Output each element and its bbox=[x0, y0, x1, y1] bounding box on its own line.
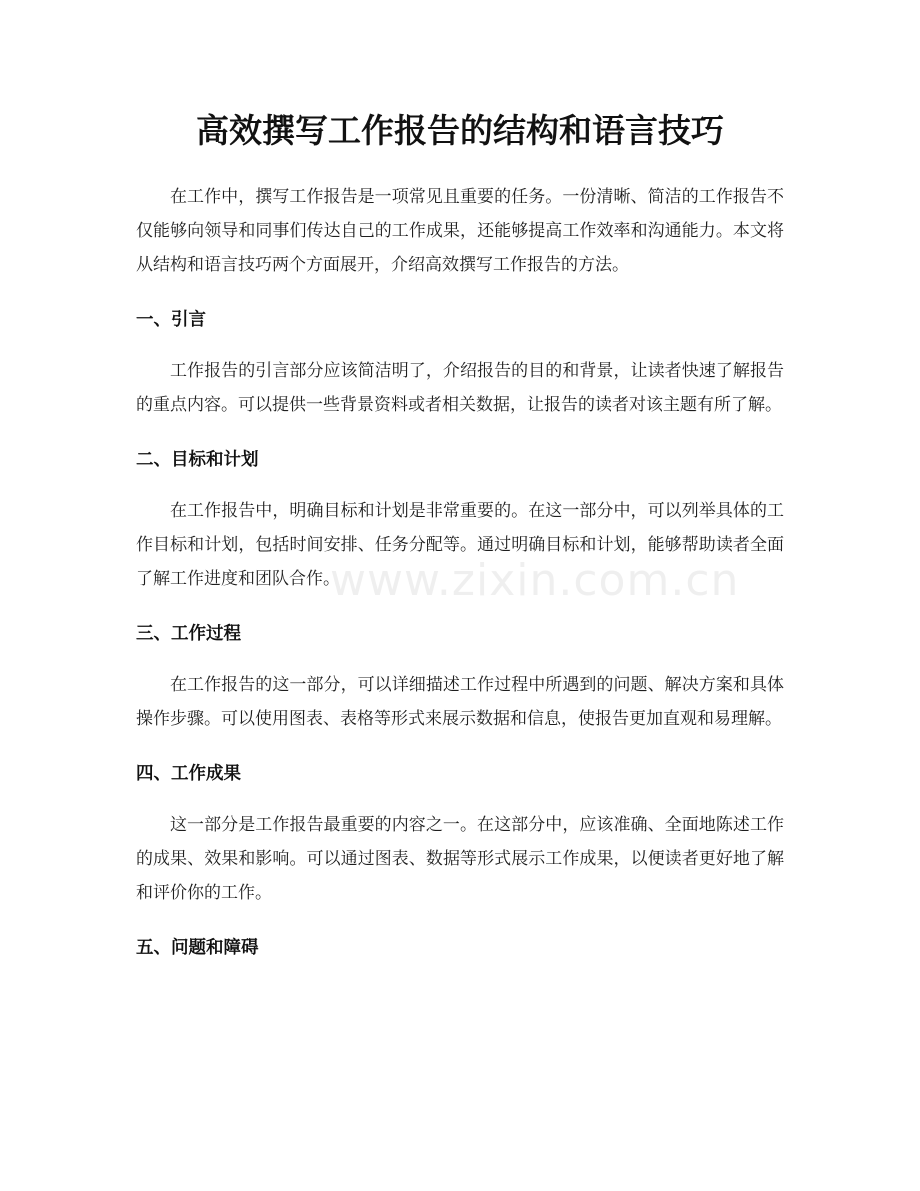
section-body-introduction: 工作报告的引言部分应该简洁明了，介绍报告的目的和背景，让读者快速了解报告的重点内容。可以提供一些背景资料或者相关数据，让报告的读者对该主题有所了解。 bbox=[136, 361, 784, 415]
section-body-work-results: 这一部分是工作报告最重要的内容之一。在这部分中，应该准确、全面地陈述工作的成果、效果和影响。可以通过图表、数据等形式展示工作成果，以便读者更好地了解和评价你的工作。 bbox=[136, 815, 784, 903]
section-heading-work-process: 三、工作过程 bbox=[136, 624, 241, 644]
document-title: 高效撰写工作报告的结构和语言技巧 bbox=[196, 111, 724, 150]
section-heading-work-results: 四、工作成果 bbox=[136, 764, 241, 784]
watermark-text: www.zixin.com.cn bbox=[330, 555, 740, 606]
section-body-goals-and-plans: 在工作报告中，明确目标和计划是非常重要的。在这一部分中，可以列举具体的工作目标和计划，包括时间安排、任务分配等。通过明确目标和计划，能够帮助读者全面了解工作进度和团队合作。 bbox=[136, 501, 784, 589]
section-body-work-process: 在工作报告的这一部分，可以详细描述工作过程中所遇到的问题、解决方案和具体操作步骤。可以使用图表、表格等形式来展示数据和信息，使报告更加直观和易理解。 bbox=[136, 675, 784, 729]
section-heading-problems-and-obstacles: 五、问题和障碍 bbox=[136, 938, 259, 958]
section-heading-introduction: 一、引言 bbox=[136, 310, 206, 330]
intro-paragraph: 在工作中，撰写工作报告是一项常见且重要的任务。一份清晰、简洁的工作报告不仅能够向领导和同事们传达自己的工作成果，还能够提高工作效率和沟通能力。本文将从结构和语言技巧两个方面展开，介绍高效撰写工作报告的方法。 bbox=[136, 187, 784, 275]
section-heading-goals-and-plans: 二、目标和计划 bbox=[136, 450, 259, 470]
document-body bbox=[136, 180, 784, 961]
